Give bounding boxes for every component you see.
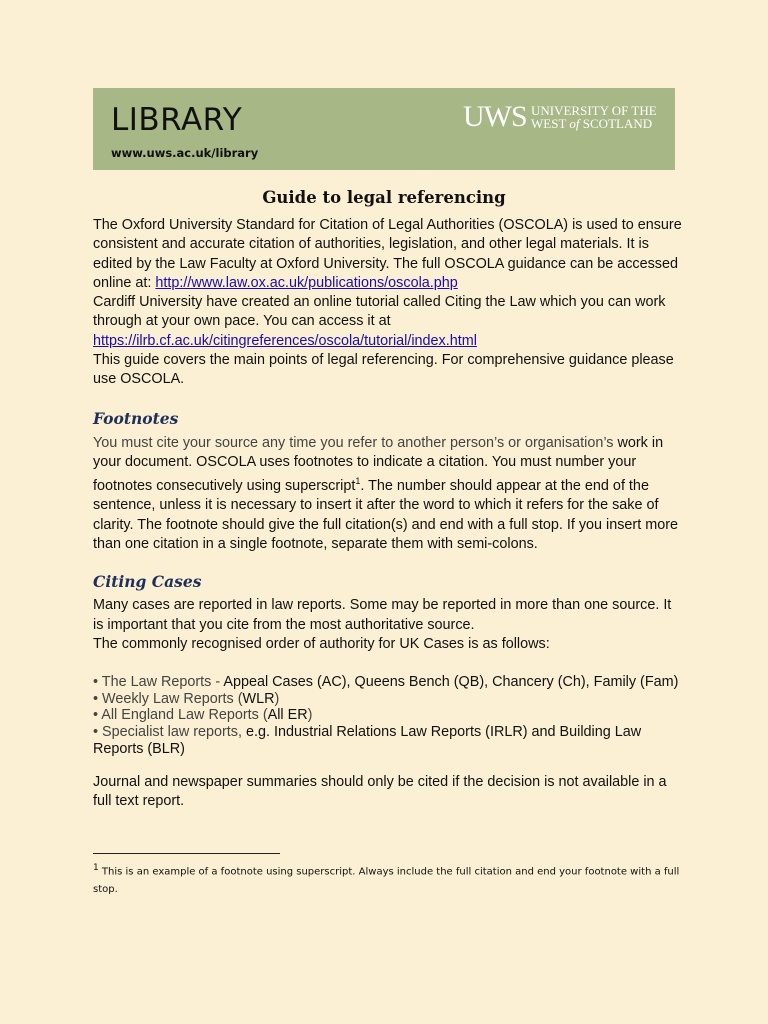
document-body <box>93 216 683 812</box>
library-url[interactable]: www.uws.ac.uk/library <box>111 146 259 160</box>
intro-paragraph: The Oxford University Standard for Citation of Legal Authorities (OSCOLA) is used to ensure consistent and accurate citation of authorities, legislation, and other legal materials. It is edited by the Law Faculty at Oxford University. The full OSCOLA guidance can be accessed online at: http://www.law.ox.ac.uk/publications/oscola.php Cardiff University have created an online tutorial called Citing the Law which you can work through at your own pace. You can access it at https://ilrb.cf.ac.uk/citingreferences/oscola/tutorial/index.html This guide covers the main points of legal referencing. For comprehensive guidance please use OSCOLA. <box>93 217 682 388</box>
uws-logo-mark: UWS <box>463 100 527 133</box>
cardiff-tutorial-link[interactable]: https://ilrb.cf.ac.uk/citingreferences/oscola/tutorial/index.html <box>93 332 477 349</box>
uws-logo-line1: UNIVERSITY OF THE <box>531 103 657 118</box>
library-title: LIBRARY <box>111 102 243 138</box>
footnote-divider <box>93 853 280 854</box>
footnotes-paragraph: You must cite your source any time you refer to another person’s or organisation’s work in your document. OSCOLA uses footnotes to indicate a citation. You must number your footnotes consecutively using superscript$^1$. The number should appear at the end of the sentence, unless it is necessary to insert it after the word to which it refers for the sake of clarity. The footnote should give the full citation(s) and end with a full stop. If you insert more than one citation in a single footnote, separate them with semi-colons. <box>93 434 678 552</box>
list-item: • Weekly Law Reports (WLR) <box>93 690 280 707</box>
list-item: • Specialist law reports, e.g. Industrial Relations Law Reports (IRLR) and Building Law Reports (BLR) <box>93 723 642 757</box>
page-title: Guide to legal referencing <box>262 188 506 207</box>
uws-logo-line2: WEST of SCOTLAND <box>531 116 653 131</box>
library-banner <box>93 88 675 170</box>
footnote-text: $^1$ This is an example of a footnote using superscript. Always include the full citation and end your footnote with a full stop. <box>93 863 680 895</box>
citing-cases-heading: Citing Cases <box>93 572 202 592</box>
footnotes-heading: Footnotes <box>93 408 179 428</box>
report-list <box>93 674 683 757</box>
list-item: • The Law Reports - Appeal Cases (AC), Queens Bench (QB), Chancery (Ch), Family (Fam) <box>93 674 679 691</box>
citing-paragraph-2: Journal and newspaper summaries should only be cited if the decision is not available in a full text report. <box>93 774 667 810</box>
list-item: • All England Law Reports (All ER) <box>93 707 313 724</box>
oscola-link[interactable]: http://www.law.ox.ac.uk/publications/oscola.php <box>155 274 458 291</box>
citing-paragraph-1: Many cases are reported in law reports. Some may be reported in more than one source. It is important that you cite from the most authoritative source. The commonly recognised order of authority for UK Cases is as follows: <box>93 597 672 652</box>
